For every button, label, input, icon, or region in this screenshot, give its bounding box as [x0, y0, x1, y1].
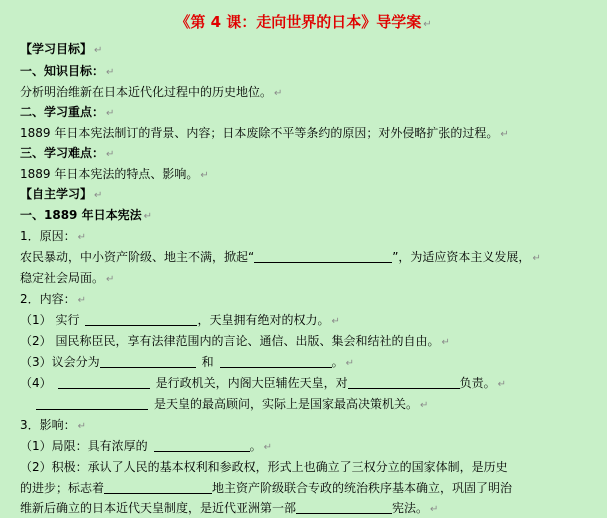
knowledge-goal-text: 分析明治维新在日本近代化过程中的历史地位。 ↵ — [20, 85, 283, 99]
effect-title: 3．影响： ↵ — [20, 418, 87, 432]
fill-blank[interactable] — [58, 375, 150, 389]
cause-line-2: 稳定社会局面。 ↵ — [20, 271, 115, 285]
key-point-title: 二、学习重点： ↵ — [20, 105, 115, 119]
cause-title: 1．原因： ↵ — [20, 229, 87, 243]
effect-positive-3: 维新后确立的日本近代天皇制度，是近代亚洲第一部 宪法。 ↵ — [20, 501, 439, 515]
cause-line-1: 农民暴动，中小资产阶级、地主不满，掀起“ ”，为适应资本主义发展， ↵ — [20, 250, 541, 264]
difficulty-text: 1889 年日本宪法的特点、影响。 ↵ — [20, 167, 209, 181]
fill-blank[interactable] — [154, 438, 250, 452]
content-item-1: （1） 实行 ，天皇拥有绝对的权力。 ↵ — [20, 313, 340, 327]
fill-blank[interactable] — [36, 396, 148, 410]
fill-blank[interactable] — [100, 354, 196, 368]
effect-positive-2: 的进步；标志着 地主资产阶级联合专政的统治秩序基本确立，巩固了明治 — [20, 481, 513, 495]
key-point-text: 1889 年日本宪法制订的背景、内容；日本废除不平等条约的原因；对外侵略扩张的过程。 ↵ — [20, 126, 509, 140]
content-title: 2．内容： ↵ — [20, 292, 87, 306]
fill-blank[interactable] — [220, 354, 332, 368]
fill-blank[interactable] — [348, 375, 460, 389]
fill-blank[interactable] — [296, 500, 392, 514]
page-title: 《第 4 课：走向世界的日本》导学案 ↵ — [175, 13, 432, 31]
self-study-header: 【自主学习】 ↵ — [20, 187, 103, 201]
fill-blank[interactable] — [254, 249, 392, 263]
content-item-3: （3）议会分为 和 。 ↵ — [20, 355, 355, 369]
difficulty-title: 三、学习难点： ↵ — [20, 146, 115, 160]
content-item-4: （4） 是行政机关，内阁大臣辅佐天皇，对 负责。 ↵ — [20, 376, 507, 390]
content-item-5: 是天皇的最高顾问，实际上是国家最高决策机关。 ↵ — [20, 396, 428, 414]
content-item-2: （2） 国民称臣民，享有法律范围内的言论、通信、出版、集会和结社的自由。 ↵ — [20, 334, 450, 348]
knowledge-goal-title: 一、知识目标： ↵ — [20, 64, 115, 78]
effect-positive-1: （2）积极：承认了人民的基本权利和参政权，形式上也确立了三权分立的国家体制，是历史 — [20, 460, 508, 474]
fill-blank[interactable] — [104, 480, 212, 494]
section-title-constitution: 一、1889 年日本宪法 ↵ — [20, 208, 152, 222]
fill-blank[interactable] — [85, 312, 197, 326]
goals-header: 【学习目标】 ↵ — [20, 42, 103, 56]
effect-limitation: （1）局限：具有浓厚的 。 ↵ — [20, 439, 273, 453]
